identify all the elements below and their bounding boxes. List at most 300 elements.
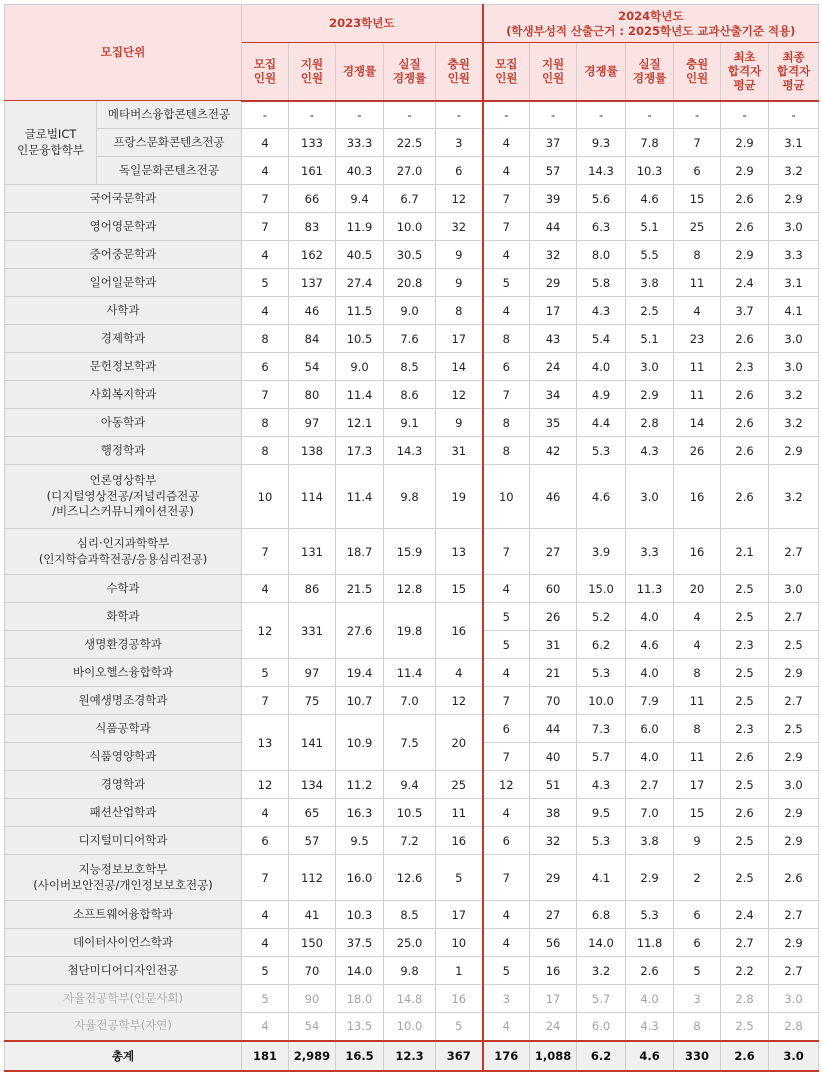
cell-2024: 2.9: [769, 929, 819, 957]
cell-2024: 8: [483, 325, 530, 353]
cell-2024: 5.5: [626, 241, 674, 269]
cell-2023: 16.3: [336, 799, 384, 827]
cell-2024: 2.6: [626, 957, 674, 985]
cell-2024: 9.3: [577, 129, 626, 157]
cell-2024: 4: [483, 901, 530, 929]
cell-2024: 6: [674, 901, 721, 929]
cell-2023: 16: [436, 827, 483, 855]
unit-name: 지능정보보호학부 (사이버보안전공/개인정보보호전공): [5, 855, 242, 901]
table-row: [5, 827, 819, 855]
cell-2023: 1: [436, 957, 483, 985]
cell-2024: 8: [674, 241, 721, 269]
table-row: [5, 603, 819, 631]
cell-2023: 114: [289, 465, 336, 529]
cell-2023: 11.9: [336, 213, 384, 241]
cell-2024: 2.4: [721, 901, 769, 929]
cell-2023: 12: [436, 687, 483, 715]
table-row: [5, 241, 819, 269]
cell-2023: 7.2: [384, 827, 436, 855]
cell-2024: 2.3: [721, 631, 769, 659]
cell-2024: 5: [674, 957, 721, 985]
cell-2024: 11: [674, 269, 721, 297]
cell-2023: 8: [242, 409, 289, 437]
cell-2024: 4.1: [577, 855, 626, 901]
cell-2024: 8: [674, 715, 721, 743]
cell-2023: 7: [242, 381, 289, 409]
unit-name: 영어영문학과: [5, 213, 242, 241]
cell-2024: 2.9: [769, 743, 819, 771]
cell-2023: 10: [436, 929, 483, 957]
cell-2023: 8.5: [384, 901, 436, 929]
cell-2024: 2.6: [721, 743, 769, 771]
cell-2024: 8: [674, 659, 721, 687]
col-rate-2024: 경쟁률: [577, 43, 626, 101]
cell-2024: 3.8: [626, 269, 674, 297]
cell-2023: 97: [289, 409, 336, 437]
year-2023-header: 2023학년도: [242, 5, 483, 43]
unit-name: 아동학과: [5, 409, 242, 437]
cell-2024: 3.8: [626, 827, 674, 855]
cell-2023: 8.6: [384, 381, 436, 409]
unit-name: 바이오헬스융합학과: [5, 659, 242, 687]
unit-name: 심리·인지과학학부 (인지학습과학전공/응용심리전공): [5, 529, 242, 575]
cell-2024: 3: [674, 985, 721, 1013]
cell-2024: -: [577, 101, 626, 129]
unit-name: 소프트웨어융합학과: [5, 901, 242, 929]
cell-2024: 4: [483, 129, 530, 157]
cell-2023: 84: [289, 325, 336, 353]
cell-2024: 40: [530, 743, 577, 771]
cell-2024: 2.5: [721, 827, 769, 855]
cell-2023: 5: [242, 659, 289, 687]
table-row: [5, 185, 819, 213]
cell-2024: 3.1: [769, 269, 819, 297]
unit-name: 수학과: [5, 575, 242, 603]
unit-name: 행정학과: [5, 437, 242, 465]
cell-2023: 17: [436, 325, 483, 353]
cell-2024: 2.5: [721, 659, 769, 687]
unit-name: 데이터사이언스학과: [5, 929, 242, 957]
cell-2023: 9.1: [384, 409, 436, 437]
cell-2024: 2.6: [721, 213, 769, 241]
cell-2023: 11.5: [336, 297, 384, 325]
cell-2023: -: [384, 101, 436, 129]
cell-2024: 7: [674, 129, 721, 157]
cell-2023: 11: [436, 799, 483, 827]
col-recruit-2023: 모집 인원: [242, 43, 289, 101]
cell-2024: 2.9: [769, 827, 819, 855]
cell-2024: -: [769, 101, 819, 129]
col-extra-2024: 충원 인원: [674, 43, 721, 101]
table-row: [5, 353, 819, 381]
cell-2023: 33.3: [336, 129, 384, 157]
cell-2024: 11: [674, 687, 721, 715]
cell-2023: 141: [289, 715, 336, 771]
cell-2024: 3.2: [577, 957, 626, 985]
cell-2024: 2.7: [769, 901, 819, 929]
cell-2023: 66: [289, 185, 336, 213]
cell-2024: 44: [530, 213, 577, 241]
cell-2024: 3.1: [769, 129, 819, 157]
cell-2023: 11.4: [336, 381, 384, 409]
col-real-rate-2023: 실질 경쟁률: [384, 43, 436, 101]
cell-2024: 7: [483, 213, 530, 241]
table-row: [5, 687, 819, 715]
cell-2024: 2.7: [769, 603, 819, 631]
table-row: [5, 465, 819, 529]
cell-2024: 51: [530, 771, 577, 799]
unit-name: 프랑스문화콘텐츠전공: [97, 129, 242, 157]
col-rate-2023: 경쟁률: [336, 43, 384, 101]
cell-2024: 16: [530, 957, 577, 985]
cell-2024: 4: [483, 157, 530, 185]
table-row: [5, 529, 819, 575]
cell-2023: 4: [242, 575, 289, 603]
col-apply-2023: 지원 인원: [289, 43, 336, 101]
cell-2024: 2.9: [769, 659, 819, 687]
cell-2024: 2.5: [769, 631, 819, 659]
cell-2024: 2.9: [721, 241, 769, 269]
cell-2024: 4.0: [577, 353, 626, 381]
cell-2023: 4: [242, 129, 289, 157]
unit-name: 식품공학과: [5, 715, 242, 743]
cell-2023: 9.4: [336, 185, 384, 213]
cell-2023: 14.0: [336, 957, 384, 985]
cell-2024: 2.2: [721, 957, 769, 985]
cell-2023: 10.9: [336, 715, 384, 771]
cell-2023: 7: [242, 185, 289, 213]
cell-2024: 4.0: [626, 985, 674, 1013]
unit-name: 경제학과: [5, 325, 242, 353]
cell-2024: 5.3: [577, 827, 626, 855]
total-cell-2024: 176: [483, 1041, 530, 1071]
cell-2024: 4.3: [577, 297, 626, 325]
cell-2024: 3.2: [769, 465, 819, 529]
year-2024-title: 2024학년도: [618, 9, 684, 24]
cell-2024: 3.9: [577, 529, 626, 575]
cell-2024: 11: [674, 381, 721, 409]
total-cell-2023: 181: [242, 1041, 289, 1071]
cell-2024: 4.3: [626, 1013, 674, 1041]
cell-2023: 19: [436, 465, 483, 529]
cell-2024: 5: [483, 631, 530, 659]
cell-2024: 4.1: [769, 297, 819, 325]
cell-2024: 3.0: [769, 771, 819, 799]
unit-name: 화학과: [5, 603, 242, 631]
cell-2023: 14: [436, 353, 483, 381]
cell-2023: 7: [242, 213, 289, 241]
cell-2023: 75: [289, 687, 336, 715]
cell-2024: 2.7: [626, 771, 674, 799]
cell-2023: 54: [289, 353, 336, 381]
cell-2024: 3.0: [626, 353, 674, 381]
cell-2023: -: [242, 101, 289, 129]
cell-2024: 2.6: [721, 185, 769, 213]
cell-2023: 4: [242, 241, 289, 269]
cell-2023: 5: [242, 957, 289, 985]
cell-2023: 4: [242, 799, 289, 827]
cell-2024: 2.6: [721, 381, 769, 409]
cell-2023: 3: [436, 129, 483, 157]
cell-2024: 2.7: [769, 687, 819, 715]
cell-2023: 25: [436, 771, 483, 799]
cell-2024: 14: [674, 409, 721, 437]
cell-2024: 8: [674, 1013, 721, 1041]
cell-2024: 24: [530, 353, 577, 381]
cell-2023: 8: [242, 325, 289, 353]
cell-2023: 13: [242, 715, 289, 771]
cell-2023: 6.7: [384, 185, 436, 213]
cell-2024: 7: [483, 687, 530, 715]
cell-2024: -: [483, 101, 530, 129]
cell-2023: 8: [242, 437, 289, 465]
table-row: [5, 409, 819, 437]
table-row: [5, 1013, 819, 1041]
cell-2024: 4: [674, 631, 721, 659]
total-cell-2024: 4.6: [626, 1041, 674, 1071]
unit-name: 생명환경공학과: [5, 631, 242, 659]
cell-2024: 5.8: [577, 269, 626, 297]
cell-2024: 5.3: [626, 901, 674, 929]
cell-2024: 3.0: [769, 353, 819, 381]
unit-name: 독일문화콘텐츠전공: [97, 157, 242, 185]
cell-2024: 25: [674, 213, 721, 241]
cell-2023: 32: [436, 213, 483, 241]
cell-2024: 2.6: [721, 465, 769, 529]
cell-2024: 21: [530, 659, 577, 687]
cell-2024: 4: [483, 929, 530, 957]
table-row: [5, 129, 819, 157]
cell-2023: 9.5: [336, 827, 384, 855]
total-cell-2024: 6.2: [577, 1041, 626, 1071]
cell-2023: 80: [289, 381, 336, 409]
cell-2023: 15: [436, 575, 483, 603]
unit-name: 디지털미디어학과: [5, 827, 242, 855]
cell-2023: 16.0: [336, 855, 384, 901]
cell-2024: 27: [530, 901, 577, 929]
cell-2023: 7.6: [384, 325, 436, 353]
cell-2023: 27.6: [336, 603, 384, 659]
cell-2023: 12.6: [384, 855, 436, 901]
cell-2024: 3.0: [769, 575, 819, 603]
cell-2024: 26: [674, 437, 721, 465]
cell-2024: 4: [483, 241, 530, 269]
cell-2023: 12: [242, 603, 289, 659]
unit-name: 원예생명조경학과: [5, 687, 242, 715]
total-cell-2023: 2,989: [289, 1041, 336, 1071]
cell-2024: 23: [674, 325, 721, 353]
cell-2024: 34: [530, 381, 577, 409]
cell-2024: -: [721, 101, 769, 129]
cell-2024: 4.6: [626, 631, 674, 659]
cell-2024: 4.9: [577, 381, 626, 409]
cell-2024: 6: [483, 353, 530, 381]
cell-2023: 134: [289, 771, 336, 799]
cell-2023: 90: [289, 985, 336, 1013]
cell-2023: 10.3: [336, 901, 384, 929]
total-label: 총계: [5, 1041, 242, 1071]
col-real-rate-2024: 실질 경쟁률: [626, 43, 674, 101]
cell-2023: 97: [289, 659, 336, 687]
cell-2023: 12: [436, 381, 483, 409]
cell-2024: 17: [674, 771, 721, 799]
cell-2024: 2.8: [769, 1013, 819, 1041]
unit-name: 국어국문학과: [5, 185, 242, 213]
cell-2023: 70: [289, 957, 336, 985]
cell-2024: 4: [483, 659, 530, 687]
cell-2024: 57: [530, 157, 577, 185]
cell-2023: 4: [242, 929, 289, 957]
cell-2024: 2.9: [721, 157, 769, 185]
cell-2023: 46: [289, 297, 336, 325]
cell-2024: 7: [483, 743, 530, 771]
cell-2024: 15: [674, 185, 721, 213]
cell-2023: 9: [436, 409, 483, 437]
table-row: [5, 715, 819, 743]
cell-2023: 150: [289, 929, 336, 957]
cell-2024: 20: [674, 575, 721, 603]
cell-2023: 8: [436, 297, 483, 325]
cell-2023: 10.0: [384, 1013, 436, 1041]
cell-2024: 10.3: [626, 157, 674, 185]
cell-2024: 3.2: [769, 381, 819, 409]
cell-2024: 4.0: [626, 603, 674, 631]
cell-2024: 2.9: [769, 437, 819, 465]
cell-2023: 14.3: [384, 437, 436, 465]
cell-2023: 138: [289, 437, 336, 465]
cell-2024: 4: [674, 603, 721, 631]
cell-2024: 3.3: [769, 241, 819, 269]
cell-2024: 4: [674, 297, 721, 325]
cell-2024: 7: [483, 185, 530, 213]
unit-name: 첨단미디어디자인전공: [5, 957, 242, 985]
cell-2023: -: [436, 101, 483, 129]
cell-2024: 2.8: [721, 985, 769, 1013]
col-extra-2023: 충원 인원: [436, 43, 483, 101]
cell-2024: 4.3: [577, 771, 626, 799]
cell-2023: 331: [289, 603, 336, 659]
cell-2024: 27: [530, 529, 577, 575]
col-recruit-2024: 모집 인원: [483, 43, 530, 101]
cell-2023: 83: [289, 213, 336, 241]
cell-2024: 44: [530, 715, 577, 743]
cell-2023: 17.3: [336, 437, 384, 465]
cell-2024: 35: [530, 409, 577, 437]
cell-2023: 7.5: [384, 715, 436, 771]
cell-2023: 131: [289, 529, 336, 575]
cell-2024: 7: [483, 855, 530, 901]
total-cell-2023: 16.5: [336, 1041, 384, 1071]
cell-2023: 4: [242, 297, 289, 325]
cell-2024: 4.3: [626, 437, 674, 465]
cell-2023: 8.5: [384, 353, 436, 381]
unit-name: 언론영상학부 (디지털영상전공/저널리즘전공 /비즈니스커뮤니케이션전공): [5, 465, 242, 529]
cell-2023: 18.7: [336, 529, 384, 575]
col-final-avg-2024: 최종 합격자 평균: [769, 43, 819, 101]
cell-2023: -: [289, 101, 336, 129]
group-global-ict: 글로벌ICT 인문융합학부: [5, 101, 97, 185]
cell-2023: 15.9: [384, 529, 436, 575]
cell-2023: 14.8: [384, 985, 436, 1013]
cell-2023: 21.5: [336, 575, 384, 603]
cell-2024: 2.4: [721, 269, 769, 297]
unit-name: 사학과: [5, 297, 242, 325]
cell-2024: 5: [483, 957, 530, 985]
cell-2024: 2.5: [721, 771, 769, 799]
table-row: [5, 985, 819, 1013]
cell-2024: 10: [483, 465, 530, 529]
cell-2024: 2.7: [721, 929, 769, 957]
cell-2023: 9.0: [384, 297, 436, 325]
cell-2024: 32: [530, 827, 577, 855]
cell-2024: 11.3: [626, 575, 674, 603]
cell-2023: 5: [436, 855, 483, 901]
total-cell-2024: 1,088: [530, 1041, 577, 1071]
cell-2023: 6: [436, 157, 483, 185]
cell-2023: 133: [289, 129, 336, 157]
cell-2023: 10.5: [384, 799, 436, 827]
cell-2024: 60: [530, 575, 577, 603]
cell-2024: 11: [674, 353, 721, 381]
total-cell-2023: 12.3: [384, 1041, 436, 1071]
cell-2023: 57: [289, 827, 336, 855]
cell-2023: 20: [436, 715, 483, 771]
cell-2024: 16: [674, 529, 721, 575]
cell-2023: 16: [436, 603, 483, 659]
cell-2023: 19.8: [384, 603, 436, 659]
cell-2024: 6.0: [577, 1013, 626, 1041]
cell-2024: 3.0: [769, 325, 819, 353]
total-cell-2024: 3.0: [769, 1041, 819, 1071]
cell-2024: 2.5: [721, 687, 769, 715]
cell-2024: 2.6: [721, 409, 769, 437]
cell-2024: -: [674, 101, 721, 129]
cell-2024: 17: [530, 985, 577, 1013]
table-row: [5, 957, 819, 985]
cell-2023: 17: [436, 901, 483, 929]
cell-2024: 6: [483, 827, 530, 855]
unit-name: 식품영양학과: [5, 743, 242, 771]
cell-2023: 11.4: [336, 465, 384, 529]
cell-2023: 9.0: [336, 353, 384, 381]
cell-2024: 24: [530, 1013, 577, 1041]
cell-2023: 10: [242, 465, 289, 529]
cell-2023: 13: [436, 529, 483, 575]
cell-2024: 5: [483, 269, 530, 297]
unit-name: 경영학과: [5, 771, 242, 799]
cell-2024: 2.6: [721, 799, 769, 827]
cell-2023: 12: [242, 771, 289, 799]
cell-2023: 30.5: [384, 241, 436, 269]
cell-2024: 2.1: [721, 529, 769, 575]
cell-2024: 31: [530, 631, 577, 659]
table-row: [5, 269, 819, 297]
cell-2024: 2.5: [769, 715, 819, 743]
cell-2024: 16: [674, 465, 721, 529]
cell-2024: 6: [674, 157, 721, 185]
cell-2024: 29: [530, 855, 577, 901]
unit-name: 메타버스융합콘텐츠전공: [97, 101, 242, 129]
cell-2024: 7.3: [577, 715, 626, 743]
cell-2024: 3.2: [769, 409, 819, 437]
cell-2023: 65: [289, 799, 336, 827]
cell-2023: 7: [242, 687, 289, 715]
cell-2024: 29: [530, 269, 577, 297]
unit-header: 모집단위: [5, 5, 242, 101]
cell-2023: 86: [289, 575, 336, 603]
cell-2024: 2.8: [626, 409, 674, 437]
cell-2024: 8.0: [577, 241, 626, 269]
